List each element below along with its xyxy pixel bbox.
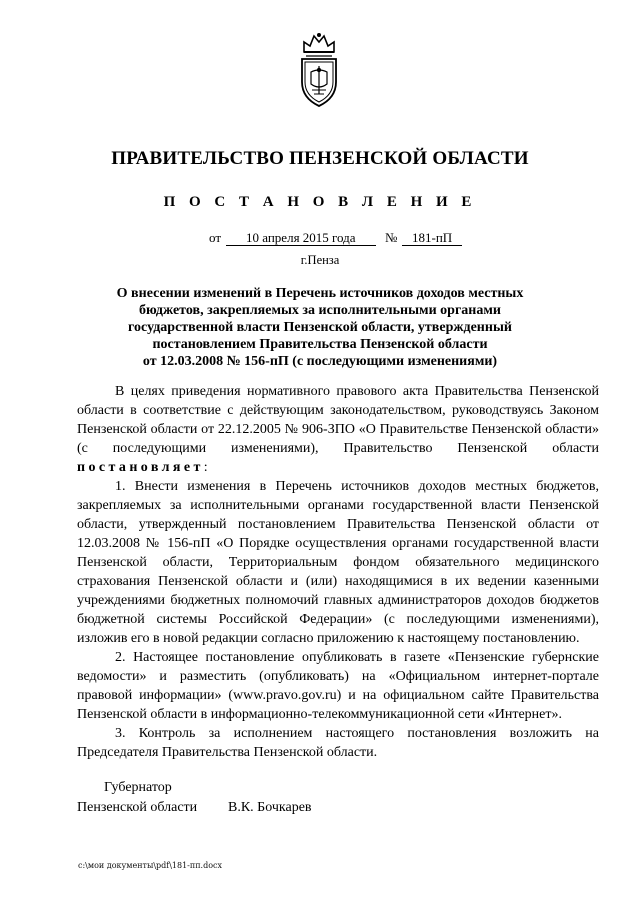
document-date: 10 апреля 2015 года	[246, 230, 356, 245]
decree-colon: :	[203, 460, 208, 475]
document-number: 181-пП	[412, 230, 453, 245]
signature-title-line2: Пензенской области	[77, 800, 198, 815]
number-prefix: №	[385, 230, 398, 245]
preamble-paragraph	[77, 382, 599, 477]
item-1-paragraph: 1. Внести изменения в Перечень источников доходов местных бюджетов, закрепляемых за исполнительными органами государственной власти Пензенской области, утвержденный постановлением Правительства Пензенской области от 12.03.2008 № 156-пП «О Порядке осуществления органами государственной власти Пензенской области, Территориальным фондом обязательного медицинского страхования Пензенской области и (или) находящимися в их ведении казенными учреждениями бюджетных полномочий главных администраторов доходов бюджетов бюджетной системы Российской Федерации» (с последующими изменениями), изложив его в новой редакции согласно приложению к настоящему постановлению.	[77, 479, 599, 646]
city-label: г.Пенза	[300, 253, 340, 267]
coat-of-arms-icon	[296, 32, 342, 108]
item-2-paragraph: 2. Настоящее постановление опубликовать в газете «Пензенские губернские ведомости» и разместить (опубликовать) на «Официальном интернет-портале правовой информации» (www.pravo.gov.ru) и на официальном сайте Правительства Пензенской области в информационно-телекоммуникационной сети «Интернет».	[77, 650, 599, 722]
signature-name: В.К. Бочкарев	[228, 800, 312, 815]
document-type: П О С Т А Н О В Л Е Н И Е	[163, 194, 477, 210]
heading-line: от 12.03.2008 № 156-пП (с последующими изменениями)	[142, 354, 498, 369]
preamble-text: В целях приведения нормативного правового акта Правительства Пензенской области в соответствие с действующим законодательством, руководствуясь Законом Пензенской области от 22.12.2005 № 906-ЗПО «О Правительстве Пензенской области» (с последующими изменениями), Правительство Пензенской области	[77, 384, 599, 456]
signature-title-line1: Губернатор	[104, 780, 172, 795]
date-underline	[226, 245, 376, 246]
heading-line: государственной власти Пензенской области, утвержденный	[128, 320, 512, 335]
document-heading	[90, 285, 550, 370]
item-3-paragraph: 3. Контроль за исполнением настоящего постановления возложить на Председателя Правительства Пензенской области.	[77, 726, 599, 760]
heading-line: О внесении изменений в Перечень источников доходов местных	[116, 286, 524, 301]
government-title: ПРАВИТЕЛЬСТВО ПЕНЗЕНСКОЙ ОБЛАСТИ	[111, 148, 529, 169]
date-prefix: от	[209, 230, 222, 245]
decree-word: постановляет	[77, 460, 204, 475]
document-body	[77, 382, 599, 762]
number-underline	[402, 245, 462, 246]
heading-line: бюджетов, закрепляемых за исполнительными органами	[139, 303, 501, 318]
heading-line: постановлением Правительства Пензенской области	[152, 337, 488, 352]
file-path-footer: c:\мои документы\pdf\181-пп.docx	[78, 861, 223, 870]
